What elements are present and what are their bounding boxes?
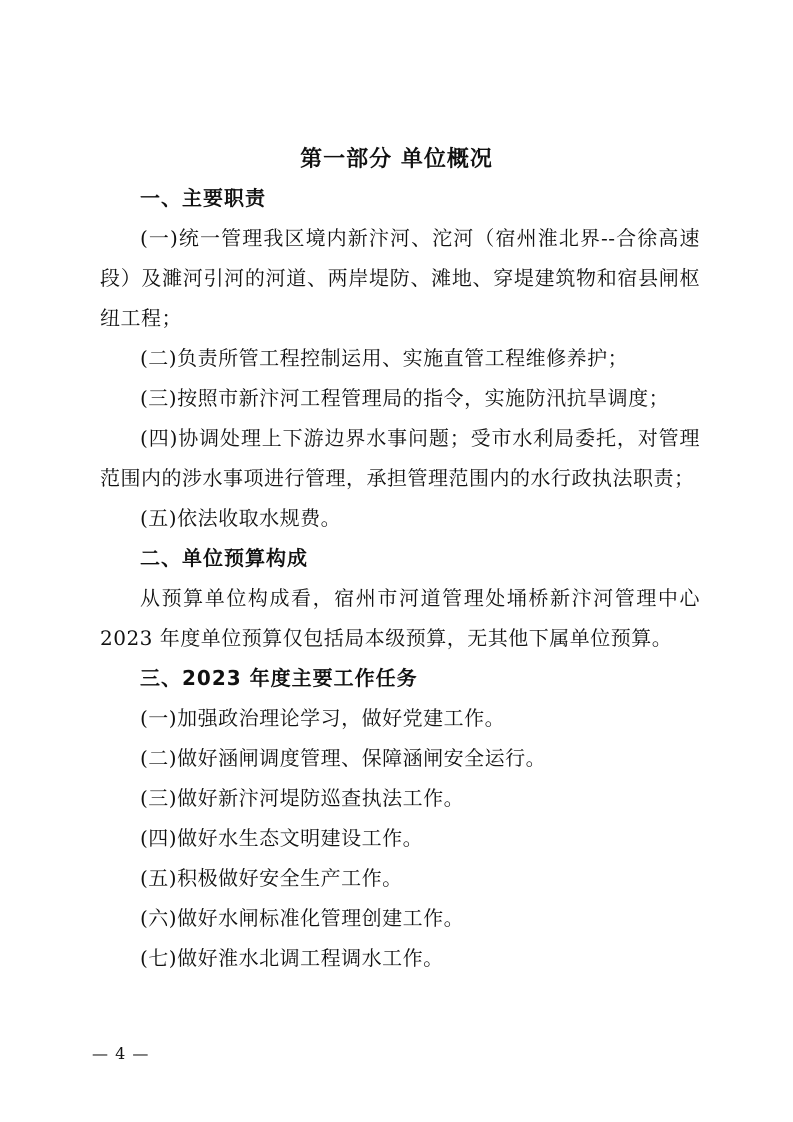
section-heading-duties: 一、主要职责	[140, 186, 266, 210]
duty-item-5: (五)依法收取水规费。	[140, 506, 342, 530]
task-item-2: (二)做好涵闸调度管理、保障涵闸安全运行。	[140, 746, 547, 770]
document-body	[100, 178, 700, 978]
task-item-5: (五)积极做好安全生产工作。	[140, 866, 403, 890]
page-title: 第一部分 单位概况	[300, 147, 493, 172]
task-item-7: (七)做好淮水北调工程调水工作。	[140, 946, 444, 970]
duty-item-1: (一)统一管理我区境内新汴河、沱河（宿州淮北界--合徐高速段）及濉河引河的河道、两岸堤防、滩地、穿堤建筑物和宿县闸枢纽工程；	[100, 226, 700, 330]
task-item-4: (四)做好水生态文明建设工作。	[140, 826, 424, 850]
duty-item-2: (二)负责所管工程控制运用、实施直管工程维修养护；	[140, 346, 629, 370]
task-item-3: (三)做好新汴河堤防巡查执法工作。	[140, 786, 465, 810]
section-heading-tasks: 三、2023 年度主要工作任务	[140, 666, 418, 690]
task-item-1: (一)加强政治理论学习，做好党建工作。	[140, 706, 506, 730]
duty-item-4: (四)协调处理上下游边界水事问题；受市水利局委托，对管理范围内的涉水事项进行管理，承担管理范围内的水行政执法职责；	[100, 426, 700, 490]
composition-paragraph: 从预算单位构成看，宿州市河道管理处埇桥新汴河管理中心 2023 年度单位预算仅包括局本级预算，无其他下属单位预算。	[100, 586, 700, 650]
section-heading-composition: 二、单位预算构成	[140, 546, 308, 570]
task-item-6: (六)做好水闸标准化管理创建工作。	[140, 906, 465, 930]
page-number: — 4 —	[92, 1044, 150, 1063]
duty-item-3: (三)按照市新汴河工程管理局的指令，实施防汛抗旱调度；	[140, 386, 670, 410]
